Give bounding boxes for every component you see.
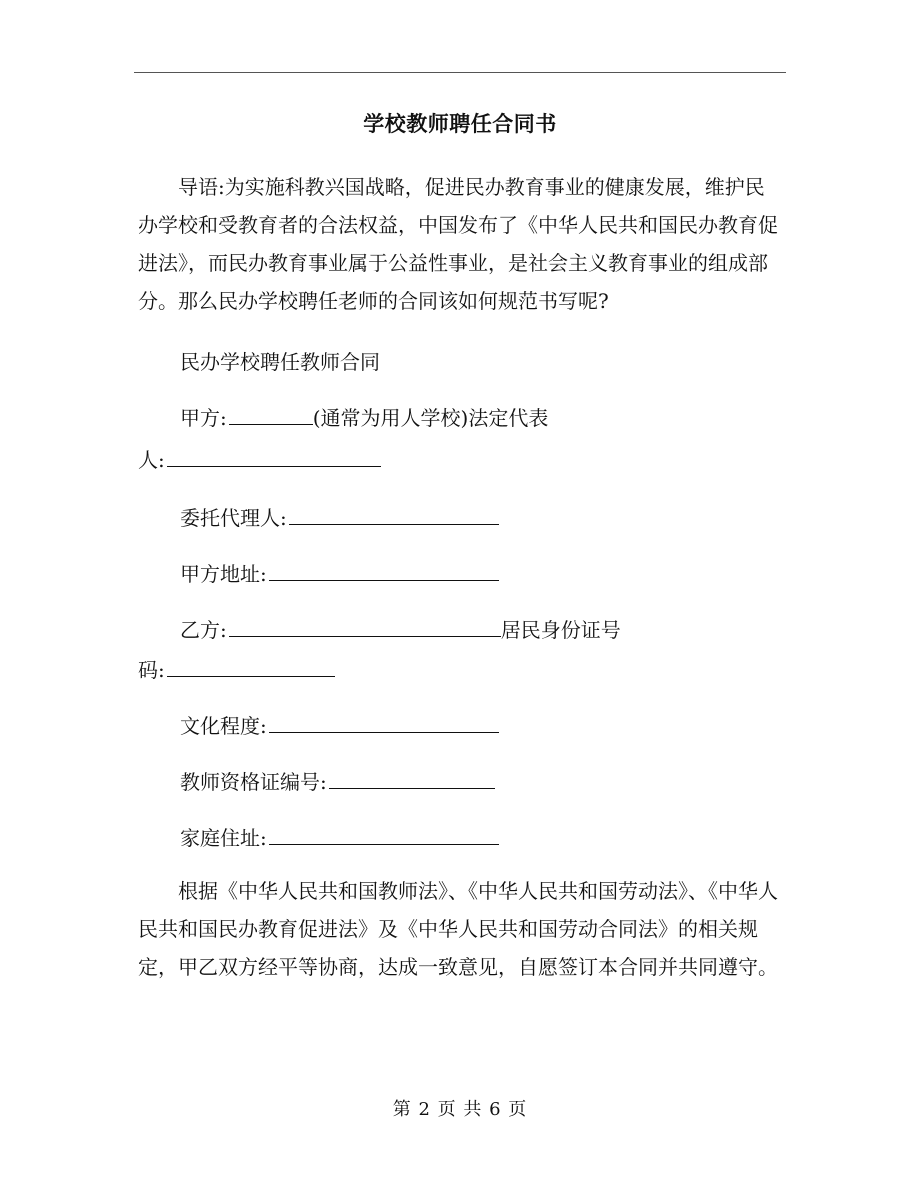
home-address-line: [180, 822, 499, 854]
education-label: 文化程度:: [180, 714, 267, 738]
party-b-name-blank: [229, 616, 501, 637]
home-address-label: 家庭住址:: [180, 826, 267, 850]
cert-label: 教师资格证编号:: [180, 770, 327, 794]
legal-rep-line: [138, 444, 381, 476]
party-b-id-label: 居民身份证号: [500, 618, 621, 642]
education-blank: [269, 712, 499, 733]
agent-label: 委托代理人:: [180, 506, 287, 530]
intro-paragraph: 导语:为实施科教兴国战略，促进民办教育事业的健康发展，维护民办学校和受教育者的合法权益，中国发布了《中华人民共和国民办教育促进法》，而民办教育事业属于公益性事业，是社会主义教育事业的组成部分。那么民办学校聘任老师的合同该如何规范书写呢?: [138, 175, 778, 313]
agent-line: [180, 502, 499, 534]
cert-blank: [329, 768, 495, 789]
party-b-line: [180, 614, 621, 646]
legal-rep-label: 人:: [138, 448, 165, 472]
education-line: [180, 710, 499, 742]
page-indicator: 第 2 页 共 6 页: [392, 1099, 528, 1120]
party-a-address-line: [180, 558, 499, 590]
party-a-address-label: 甲方地址:: [180, 562, 267, 586]
party-b-id-line: [138, 654, 335, 686]
header-rule: [134, 72, 786, 73]
basis-paragraph: 根据《中华人民共和国教师法》、《中华人民共和国劳动法》、《中华人民共和国民办教育促进法》及《中华人民共和国劳动合同法》的相关规定，甲乙双方经平等协商，达成一致意见，自愿签订本合同并共同遵守。: [138, 879, 778, 979]
party-a-note: (通常为用人学校)法定代表: [312, 406, 549, 430]
party-a-name-blank: [229, 404, 313, 425]
party-a-line: [180, 402, 548, 434]
document-title: 学校教师聘任合同书: [363, 111, 557, 136]
party-b-id-blank: [167, 656, 335, 677]
cert-line: [180, 766, 495, 798]
agent-blank: [289, 504, 499, 525]
legal-rep-blank: [167, 446, 381, 467]
party-a-address-blank: [269, 560, 499, 581]
party-b-label: 乙方:: [180, 618, 227, 642]
party-b-id-label-cont: 码:: [138, 658, 165, 682]
home-address-blank: [269, 824, 499, 845]
party-a-label: 甲方:: [180, 406, 227, 430]
contract-subtitle: 民办学校聘任教师合同: [180, 350, 380, 374]
